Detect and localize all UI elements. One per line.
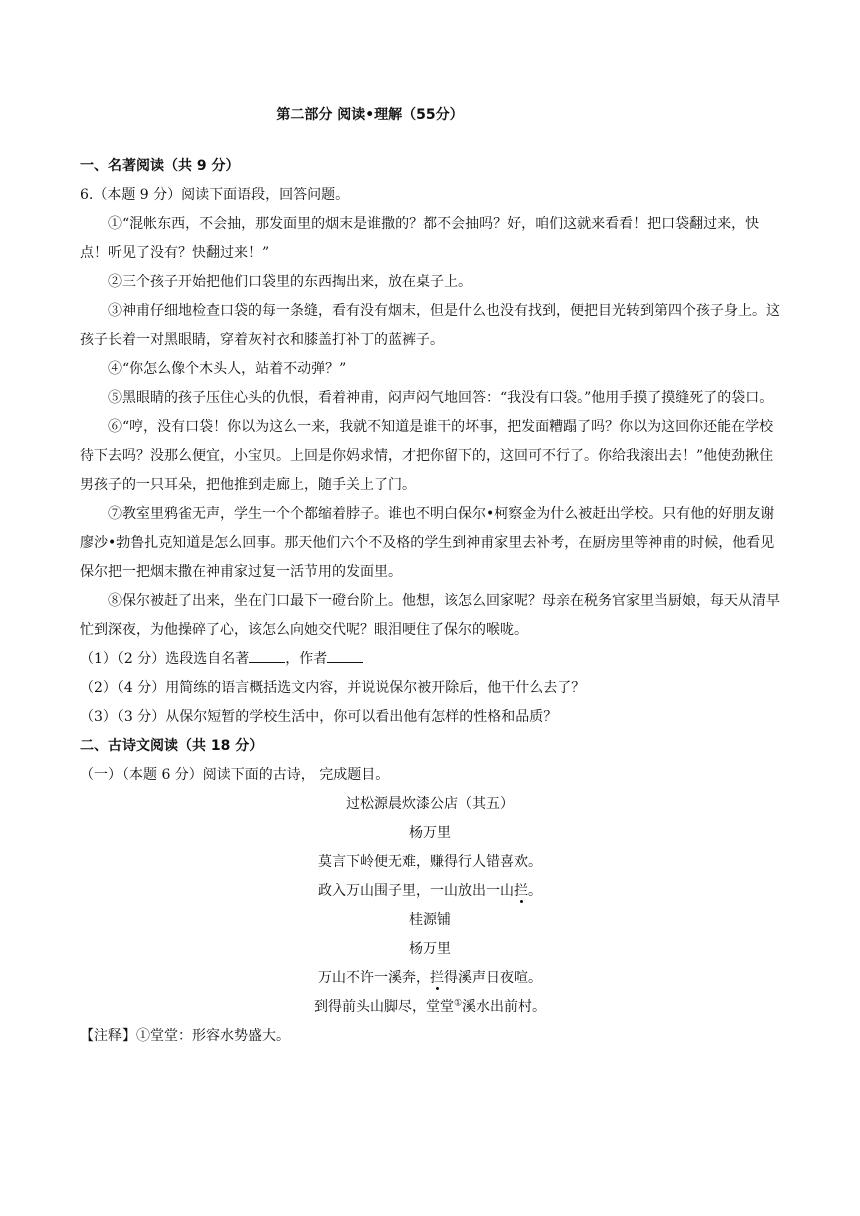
passage-paragraph-4: ④“你怎么像个木头人，站着不动弹？”	[108, 361, 347, 377]
poem-2-line-1-text: 万山不许一溪奔，	[318, 970, 430, 986]
poem-question-intro: （一）（本题 6 分）阅读下面的古诗， 完成题目。	[80, 767, 390, 783]
answer-blank-book[interactable]	[249, 649, 285, 663]
section-heading-classical: 二、古诗文阅读（共 18 分）	[80, 738, 264, 754]
poem-2-line-1-end: 得溪声日夜喧。	[444, 970, 542, 986]
footnote-marker: ①	[453, 998, 463, 1009]
emphasis-dot-char: 拦	[430, 970, 444, 986]
passage-paragraph-2: ②三个孩子开始把他们口袋里的东西掏出来，放在桌子上。	[108, 274, 472, 290]
question-6-1	[80, 645, 780, 674]
passage-paragraph-7: ⑦教室里鸦雀无声，学生一个个都缩着脖子。谁也不明白保尔•柯察金为什么被赶出学校。只有他的好朋友谢廖沙•勃鲁扎克知道是怎么回事。那天他们六个不及格的学生到神甫家里去补考，在厨房里等神甫的时候，他看见保尔把一把烟末撒在神甫家过复一活节用的发面里。	[80, 506, 775, 580]
passage-paragraph-3: ③神甫仔细地检查口袋的每一条缝，看有没有烟末，但是什么也没有找到，便把目光转到第四个孩子身上。这孩子长着一对黑眼睛，穿着灰衬衣和膝盖打补丁的蓝裤子。	[80, 303, 780, 348]
poem-2-title: 桂源铺	[409, 912, 451, 928]
poem-2-line-2	[80, 993, 780, 1022]
passage-paragraph-1: ①“混帐东西，不会抽，那发面里的烟末是谁撒的？都不会抽吗？好，咱们这就来看看！把口袋翻过来，快点！听见了没有？快翻过来！”	[80, 216, 760, 261]
answer-blank-author[interactable]	[327, 649, 363, 663]
poem-1-author: 杨万里	[409, 825, 451, 841]
question-6-1-text-a: （1）（2 分）选段选自名著	[80, 651, 250, 667]
poem-1-line-2	[80, 877, 780, 906]
poem-2-line-1	[80, 964, 780, 993]
passage-paragraph-6: ⑥“哼，没有口袋！你以为这么一来，我就不知道是谁干的坏事，把发面糟蹋了吗？你以为这回你还能在学校待下去吗？没那么便宜，小宝贝。上回是你妈求情，才把你留下的，这回可不行了。你给我滚出去！”他使劲揪住男孩子的一只耳朵，把他推到走廊上，随手关上了门。	[80, 419, 774, 493]
question-6-3: （3）（3 分）从保尔短暂的学校生活中，你可以看出他有怎样的性格和品质？	[80, 709, 558, 725]
section-heading-famous-works: 一、名著阅读（共 9 分）	[80, 158, 240, 174]
poem-1-line-2-end: 。	[528, 883, 542, 899]
question-6-2: （2）（4 分）用简练的语言概括选文内容，并说说保尔被开除后，他干什么去了？	[80, 680, 586, 696]
passage-paragraph-5: ⑤黑眼睛的孩子压住心头的仇恨，看着神甫，闷声闷气地回答：“我没有口袋。”他用手摸了摸缝死了的袋口。	[108, 390, 774, 406]
emphasis-dot-char: 拦	[514, 883, 528, 899]
footnote: 【注释】①堂堂：形容水势盛大。	[80, 1028, 290, 1044]
poem-2-line-2-text: 到得前头山脚尽，堂堂	[313, 999, 454, 1015]
page-content	[80, 152, 780, 1051]
poem-1-title: 过松源晨炊漆公店（其五）	[346, 796, 514, 812]
poem-1-line-2-text: 政入万山围子里，一山放出一山	[318, 883, 514, 899]
question-6-intro: 6.（本题 9 分）阅读下面语段，回答问题。	[80, 187, 350, 203]
passage-paragraph-8: ⑧保尔被赶了出来，坐在门口最下一磴台阶上。他想，该怎么回家呢？母亲在税务官家里当厨娘，每天从清早忙到深夜，为他操碎了心，该怎么向她交代呢？眼泪哽住了保尔的喉咙。	[80, 593, 780, 638]
question-6-1-text-b: ，作者	[285, 651, 328, 667]
poem-2-author: 杨万里	[409, 941, 451, 957]
part-title: 第二部分 阅读•理解（55分）	[276, 107, 464, 123]
poem-1-line-1: 莫言下岭便无难，赚得行人错喜欢。	[318, 854, 542, 870]
poem-2-line-2-end: 溪水出前村。	[462, 999, 547, 1015]
